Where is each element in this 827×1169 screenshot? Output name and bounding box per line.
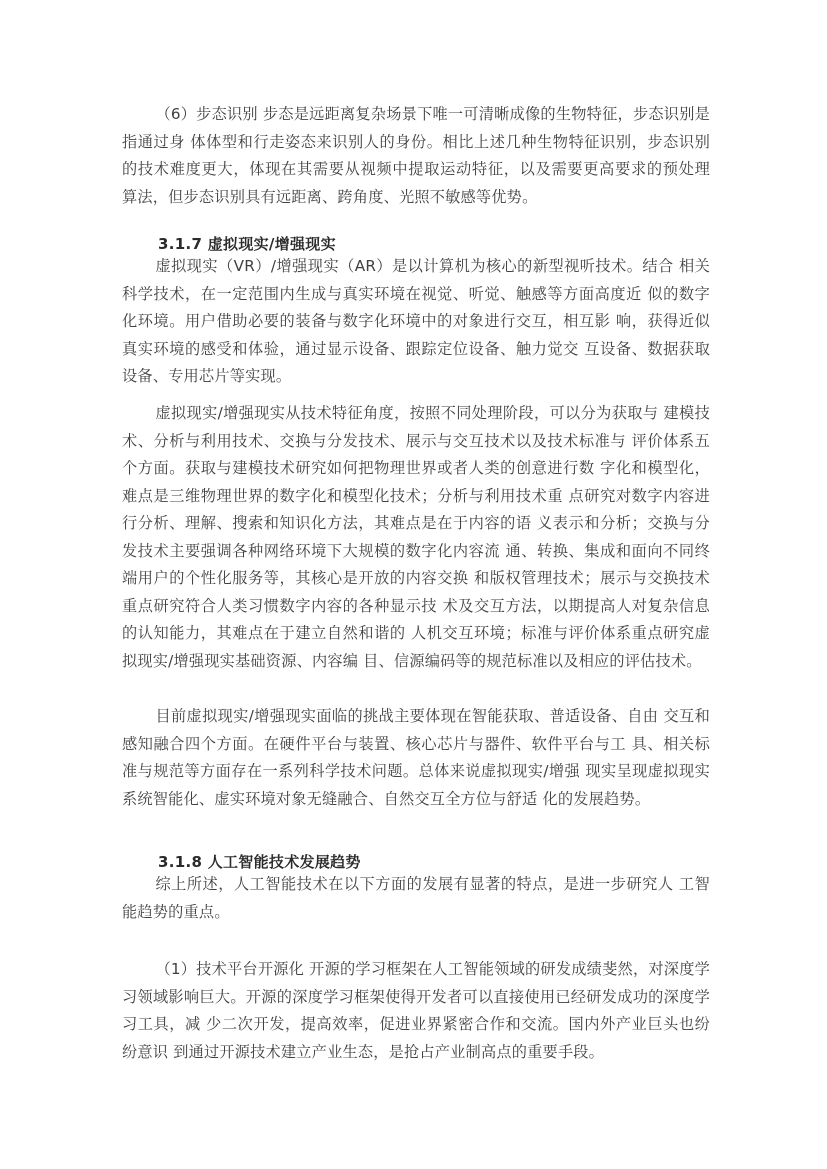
paragraph-vr-challenges: 目前虚拟现实/增强现实面临的挑战主要体现在智能获取、普适设备、自由 交互和感知融合四个方面。在硬件平台与装置、核心芯片与器件、软件平台与工 具、相关标准与规范等方面存在一系列科学技术问题。总体来说虚拟现实/增强 现实呈现虚拟现实系统智能化、虚实环境对象无缝融合、自然交互全方位与舒适 化的发展趋势。 [122, 707, 710, 808]
section-heading-ai-trends: 3.1.8 人工智能技术发展趋势 [158, 853, 361, 871]
paragraph-ai-intro: 综上所述，人工智能技术在以下方面的发展有显著的特点，是进一步研究人 工智能趋势的重点。 [122, 875, 710, 921]
paragraph-ai-open-source: （1）技术平台开源化 开源的学习框架在人工智能领域的研发成绩斐然，对深度学习领域影响巨大。开源的深度学习框架使得开发者可以直接使用已经研发成功的深度学习工具，减 少二次开发，提高效率，促进业界紧密合作和交流。国内外产业巨头也纷纷意识 到通过开源技术建立产业生态，是抢占产业制高点的重要手段。 [122, 960, 710, 1061]
paragraph-gait-recognition: （6）步态识别 步态是远距离复杂场景下唯一可清晰成像的生物特征，步态识别是指通过身 体体型和行走姿态来识别人的身份。相比上述几种生物特征识别，步态识别的技术难度更大，体现在其需要从视频中提取运动特征，以及需要更高要求的预处理 算法，但步态识别具有远距离、跨角度、光照不敏感等优势。 [122, 105, 710, 206]
paragraph-vr-technology: 虚拟现实/增强现实从技术特征角度，按照不同处理阶段，可以分为获取与 建模技术、分析与利用技术、交换与分发技术、展示与交互技术以及技术标准与 评价体系五个方面。获取与建模技术研究如何把物理世界或者人类的创意进行数 字化和模型化，难点是三维物理世界的数字化和模型化技术；分析与利用技术重 点研究对数字内容进行分析、理解、搜索和知识化方法，其难点是在于内容的语 义表示和分析；交换与分发技术主要强调各种网络环境下大规模的数字化内容流 通、转换、集成和面向不同终端用户的个性化服务等，其核心是开放的内容交换 和版权管理技术；展示与交换技术重点研究符合人类习惯数字内容的各种显示技 术及交互方法，以期提高人对复杂信息的认知能力，其难点在于建立自然和谐的 人机交互环境；标准与评价体系重点研究虚拟现实/增强现实基础资源、内容编 目、信源编码等的规范标准以及相应的评估技术。 [122, 404, 710, 670]
section-heading-vr-ar: 3.1.7 虚拟现实/增强现实 [158, 235, 336, 253]
paragraph-vr-intro: 虚拟现实（VR）/增强现实（AR）是以计算机为核心的新型视听技术。结合 相关科学技术，在一定范围内生成与真实环境在视觉、听觉、触感等方面高度近 似的数字化环境。用户借助必要的装备与数字化环境中的对象进行交互，相互影 响，获得近似真实环境的感受和体验，通过显示设备、跟踪定位设备、触力觉交 互设备、数据获取设备、专用芯片等实现。 [122, 257, 710, 385]
